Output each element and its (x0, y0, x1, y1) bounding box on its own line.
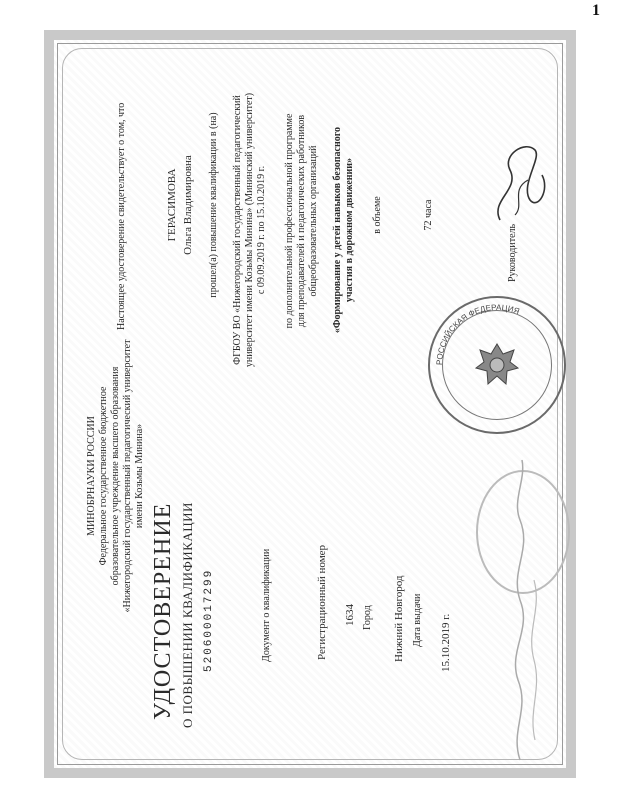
issue-date: 15.10.2019 г. (440, 613, 452, 672)
document-subtitle: О ПОВЫШЕНИИ КВАЛИФИКАЦИИ (180, 502, 195, 728)
reg-label: Регистрационный номер (316, 544, 328, 660)
org-line-3: «Нижегородский государственный педагогический университет (122, 339, 133, 613)
institution-line-2: университет имени Козьмы Минина» (Мининский университет) (244, 92, 255, 368)
official-seal (428, 296, 566, 434)
course-line-2: участия в дорожном движении» (344, 157, 355, 303)
course-block (332, 110, 356, 350)
city: Нижний Новгород (393, 575, 405, 662)
org-line-4: имени Козьмы Минина» (134, 423, 145, 529)
program-block (284, 96, 320, 346)
hours-value: 72 часа (423, 199, 434, 231)
certificate-number: 520600017299 (203, 568, 215, 672)
recipient-surname: ГЕРАСИМОВА (166, 168, 178, 242)
intro-text: Настоящее удостоверение свидетельствует о том, что (116, 102, 127, 330)
org-line-1: Федеральное государственное бюджетное (98, 386, 109, 566)
program-line-2: для преподавателей и педагогических работников (296, 114, 307, 328)
handwritten-certification (490, 440, 550, 770)
issue-date-label: Дата выдачи (412, 593, 423, 647)
org-line-2: образовательное учреждение высшего образования (110, 366, 121, 586)
institution-line-1: ФГБОУ ВО «Нижегородский государственный педагогический (232, 95, 243, 365)
course-line-1: «Формирование у детей навыков безопасного (332, 126, 343, 334)
volume-label: в объеме (372, 196, 383, 234)
document-label: Документ о квалификации (261, 548, 272, 662)
institution-block (232, 80, 268, 380)
program-line-3: общеобразовательных организаций (308, 145, 319, 297)
head-signature (480, 130, 560, 230)
program-line-1: по дополнительной профессиональной программе (284, 113, 295, 329)
city-label: Город (362, 605, 373, 630)
document-title: УДОСТОВЕРЕНИЕ (150, 502, 176, 720)
ministry: МИНОБРНАУКИ РОССИИ (86, 416, 97, 536)
svg-text:РОССИЙСКАЯ ФЕДЕРАЦИЯ: РОССИЙСКАЯ ФЕДЕРАЦИЯ (434, 302, 521, 366)
recipient-name: Ольга Владимировна (182, 155, 194, 255)
head-label: Руководитель (507, 223, 518, 282)
passed-text: прошел(а) повышение квалификации в (на) (208, 112, 219, 298)
ministry-block (86, 336, 146, 616)
reg-number: 1634 (344, 604, 356, 626)
institution-line-3: с 09.09.2019 г. по 15.10.2019 г. (256, 165, 267, 295)
page-number: 1 (592, 2, 600, 19)
seal-ring-text (430, 298, 564, 432)
